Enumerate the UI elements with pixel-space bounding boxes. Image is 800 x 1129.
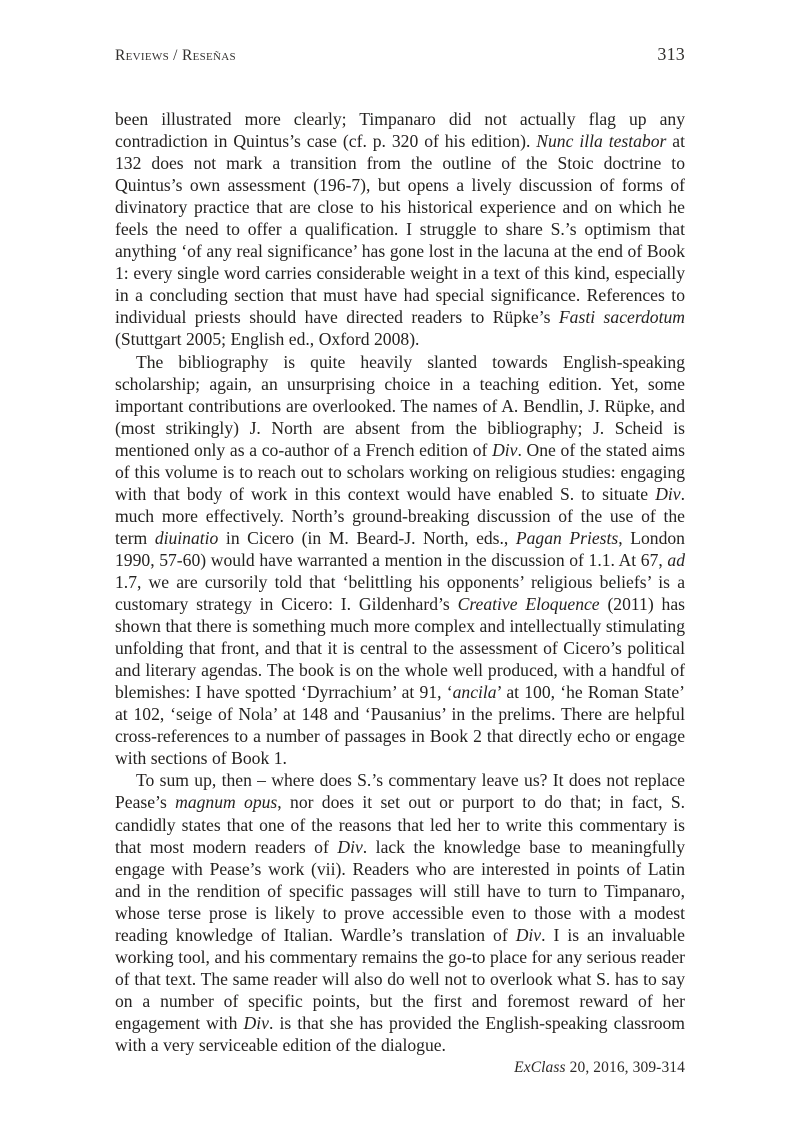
italic-run: Pagan Priests (515, 527, 619, 548)
italic-run: Div (337, 836, 363, 857)
text-run: . One of the stated aims of this volume is to reach out to scholars working on religious studies: engaging with that body of work in this context would have enabled S. to situate (115, 439, 685, 504)
text-run: ’ at 100, ‘he Roman State’ at 102, ‘seige of Nola’ at 148 and ‘Pausanius’ in the prelims. There are helpful cross-references to a number of passages in Book 2 that directly echo or engage with sections of Book 1. (115, 682, 685, 769)
body-paragraph (115, 351, 685, 770)
body-paragraph (115, 769, 685, 1056)
italic-run: Nunc illa testabor (536, 131, 667, 152)
journal-citation-footer (115, 1059, 685, 1077)
text-run: , nor does it set out or purport to do that; in fact, S. candidly states that one of the reasons that led her to write this commentary is that most modern readers of (115, 792, 686, 857)
page-number: 313 (657, 44, 685, 64)
italic-run: Div (655, 483, 681, 504)
italic-run: Div (515, 924, 542, 945)
text-run: To sum up, then – where does S.’s commentary leave us? It does not replace Pease’s (115, 770, 685, 813)
text-run: (2011) has shown that there is something much more complex and intellectually stimulating unfolding that front, and that it is central to the assessment of Cicero’s political and literary agendas. The book is on the whole well produced, with a handful of blemishes: I have spotted ‘Dyrrachium’ at 91, ‘ (115, 594, 685, 703)
text-run: . I is an invaluable working tool, and his commentary remains the go-to place for any serious reader of that text. The same reader will also do well not to overlook what S. has to say on a number of specific points, but the first and foremost reward of her engagement with (115, 924, 685, 1033)
journal-title: ExClass (514, 1059, 566, 1076)
body-text-block (115, 108, 685, 1056)
italic-run: ad (667, 549, 685, 570)
italic-run: ancila (452, 682, 497, 703)
text-run: , London 1990, 57-60) would have warranted a mention in the discussion of 1.1. At 67, (115, 527, 685, 570)
text-run: . is that she has provided the English-speaking classroom with a very serviceable edition of the dialogue. (115, 1012, 685, 1055)
running-header (115, 44, 685, 68)
text-run: The bibliography is quite heavily slanted towards English-speaking scholarship; again, an unsurprising choice in a teaching edition. Yet, some important contributions are overlooked. The names of A. Bendlin, J. Rüpke, and (most strikingly) J. North are absent from the bibliography; J. Scheid is mentioned only as a co-author of a French edition of (115, 351, 685, 460)
text-run: been illustrated more clearly; Timpanaro did not actually flag up any contradiction in Quintus’s case (cf. p. 320 of his edition). (115, 109, 685, 152)
text-run: . much more effectively. North’s ground-breaking discussion of the use of the term (115, 483, 685, 548)
text-run: in Cicero (in M. Beard-J. North, eds., (218, 527, 516, 548)
italic-run: Div (492, 439, 518, 460)
italic-run: diuinatio (154, 527, 219, 548)
text-run: at 132 does not mark a transition from the outline of the Stoic doctrine to Quintus’s own assessment (196-7), but opens a lively discussion of forms of divinatory practice that are close to his historical experience and on which he feels the need to offer a qualification. I struggle to share S.’s optimism that anything ‘of any real significance’ has gone lost in the lacuna at the end of Book 1: every single word carries considerable weight in a text of this kind, especially in a concluding section that must have had special significance. References to individual priests should have directed readers to Rüpke’s (115, 131, 685, 328)
text-run: . lack the knowledge base to meaningfully engage with Pease’s work (vii). Readers who are interested in points of Latin and in the rendition of specific passages will still have to turn to Timpanaro, whose terse prose is likely to prove accessible even to those with a modest reading knowledge of Italian. Wardle’s translation of (115, 836, 685, 945)
italic-run: Div (243, 1012, 269, 1033)
italic-run: magnum opus (175, 792, 278, 813)
italic-run: Creative Eloquence (457, 594, 600, 615)
running-header-title: Reviews / Reseñas (115, 47, 236, 64)
body-paragraph (115, 108, 685, 351)
text-run: 1.7, we are cursorily told that ‘belittling his opponents’ religious beliefs’ is a customary strategy in Cicero: I. Gildenhard’s (115, 571, 685, 615)
italic-run: Fasti sacerdotum (558, 307, 685, 328)
text-run: (Stuttgart 2005; English ed., Oxford 2008). (115, 329, 420, 350)
journal-citation-detail: 20, 2016, 309-314 (565, 1059, 685, 1076)
